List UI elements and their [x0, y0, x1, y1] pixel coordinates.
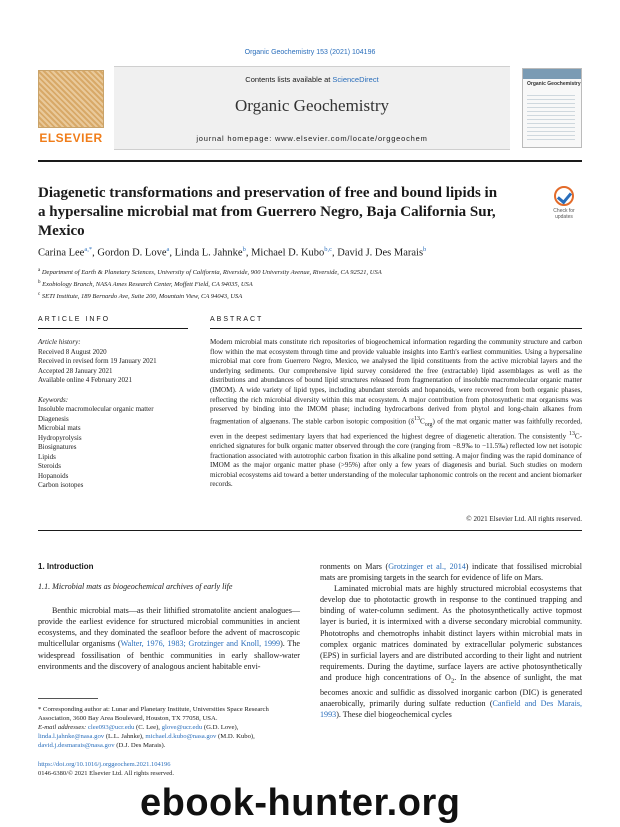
- elsevier-wordmark: ELSEVIER: [39, 131, 103, 145]
- doi-block: [38, 760, 300, 778]
- article-info-rule: [38, 328, 188, 329]
- author-name[interactable]: Gordon D. Love: [97, 247, 167, 259]
- keyword: Diagenesis: [38, 414, 69, 423]
- email-link[interactable]: michael.d.kubo@nasa.gov: [145, 733, 217, 740]
- abstract-bottom-rule: [38, 530, 582, 531]
- email-addresses: E-mail addresses: clee093@ucr.edu (C. Lee), glove@ucr.edu (G.D. Love), linda.l.jahnke@nasa.gov (L.L. Jahnke), michael.d.kubo@nasa.gov (M.D. Kubo), david.j.desmarais@nasa.gov (D.J. Des Marais).: [38, 724, 255, 749]
- check-updates-icon: [554, 186, 574, 206]
- abstract-heading: ABSTRACT: [210, 316, 264, 323]
- author-list: Carina Lee$^{a,*}$, Gordon D. Love$^a$, Linda L. Jahnke$^b$, Michael D. Kubo$^{b,c}$, David J. Des Marais$^b$: [38, 246, 427, 259]
- keyword: Lipids: [38, 452, 56, 461]
- watermark: ebook-hunter.org: [140, 782, 461, 824]
- history-item: Available online 4 February 2021: [38, 376, 132, 384]
- email-link[interactable]: linda.l.jahnke@nasa.gov: [38, 733, 105, 740]
- masthead-divider: [38, 160, 582, 162]
- affiliation: $^b$ Exobiology Branch, NASA Ames Research Center, Moffett Field, CA 94035, USA: [38, 280, 253, 289]
- section-heading: 1. Introduction: [38, 562, 94, 571]
- affiliation: $^a$ Department of Earth & Planetary Sciences, University of California, Riverside, 900 University Avenue, Riverside, CA 92521, USA: [38, 268, 382, 277]
- contents-available-line: Contents lists available at ScienceDirect: [245, 75, 379, 84]
- author-name[interactable]: Linda L. Jahnke: [174, 247, 243, 259]
- email-link[interactable]: glove@ucr.edu: [161, 724, 203, 731]
- affiliations: [38, 266, 582, 302]
- doi-link[interactable]: https://doi.org/10.1016/j.orggeochem.2021.104196: [38, 761, 171, 768]
- keywords-label: Keywords:: [38, 395, 69, 404]
- email-link[interactable]: david.j.desmarais@nasa.gov: [38, 742, 115, 749]
- elsevier-tree-icon: [38, 70, 104, 128]
- journal-header-box: [114, 66, 510, 150]
- history-item: Accepted 28 January 2021: [38, 366, 113, 375]
- issn-line: 0146-6380/© 2021 Elsevier Ltd. All rights reserved.: [38, 770, 174, 777]
- journal-homepage-line: journal homepage: www.elsevier.com/locate/orggeochem: [196, 134, 428, 143]
- sciencedirect-link[interactable]: ScienceDirect: [332, 75, 379, 84]
- history-item: Received in revised form 19 January 2021: [38, 357, 157, 365]
- journal-cover-thumbnail[interactable]: [522, 68, 582, 148]
- reference-link[interactable]: Canfield and Des Marais, 1993: [320, 698, 582, 719]
- cover-title: Organic Geochemistry: [527, 81, 581, 87]
- keyword: Insoluble macromolecular organic matter: [38, 405, 154, 413]
- footnotes: [38, 698, 300, 750]
- copyright-notice: © 2021 Elsevier Ltd. All rights reserved.: [466, 515, 582, 523]
- body-column-right: [320, 561, 582, 720]
- author-name[interactable]: David J. Des Marais: [337, 247, 424, 259]
- journal-homepage-url[interactable]: www.elsevier.com/locate/orggeochem: [274, 134, 428, 143]
- author-name[interactable]: Carina Lee: [38, 247, 85, 259]
- body-paragraph: ronments on Mars (Grotzinger et al., 2014) indicate that fossilised microbial mats are promising targets in the search for evidence of life on Mars.: [320, 562, 583, 583]
- journal-masthead: [38, 66, 582, 150]
- email-link[interactable]: clee093@ucr.edu: [87, 724, 135, 731]
- keyword: Carbon isotopes: [38, 481, 84, 489]
- check-updates-label: Check for updates: [553, 208, 575, 220]
- keyword: Hydropyrolysis: [38, 433, 82, 442]
- abstract-text: Modern microbial mats constitute rich repositories of biogeochemical information regarding the community structure and carbon flow within the mat ecosystem through time and provide valuable insights into Earth's earliest communities. Using a hypersaline microbial mat core from Guerrero Negro, Mexico, we analysed the lipid constituents from the active microbial layers and the underlying sediments. Our comprehensive lipid survey considered the free (extractable) lipid assemblages as well as the distributions and abundances of bound lipid structures released from fragmentation of insoluble macromolecular organic matter (IMOM). A wide variety of lipid types, including abundant steroids and hopanoids, were recovered from both organic phases, reflecting the rich microbial diversity within this mat ecosystem. A major contribution from photosynthetic mat organisms was preserved by binding into the IMOM phase; including hydrocarbons derived from phytol and long-chain alkanes from fragmentation of algaenans. The stable carbon isotopic composition $(\delta^{13}C_{org})$ of the mat organic matter was faithfully recorded, even in the deepest sedimentary layers that had experienced the highest degree of diagenetic alteration. The consistently $^{13}$C-enriched signatures for bulk organic matter observed through the core (ranging from −8.9‰ to −11.5‰) reflected low net isotopic fractionation associated with autotrophic carbon fixation in this alkaline pond setting. A major finding was the rapid dominance of IMOM as the major organic matter phase (>95%) after only a few years of diagenesis and burial. Such studies on modern microbial ecosystems aid toward a better understanding of the molecular taphonomic controls on the recent and ancient biomarker records.: [210, 338, 582, 489]
- subsection-heading: 1.1. Microbial mats as biogeochemical archives of early life: [38, 582, 233, 592]
- corresponding-author-note: * Corresponding author at: Lunar and Planetary Institute, Universities Space Research Association, 3600 Bay Area Boulevard, Houston, TX 77058, USA.: [38, 706, 269, 722]
- author-name[interactable]: Michael D. Kubo: [251, 247, 325, 259]
- affiliation: $^c$ SETI Institute, 189 Bernardo Ave, Suite 200, Mountain View, CA 94043, USA: [38, 292, 243, 301]
- history-label: Article history:: [38, 338, 81, 346]
- reference-link[interactable]: Grotzinger et al., 2014: [388, 562, 466, 571]
- elsevier-logo: [38, 70, 104, 146]
- journal-name: Organic Geochemistry: [234, 96, 390, 115]
- check-for-updates-badge[interactable]: [548, 186, 580, 226]
- article-title: Diagenetic transformations and preservation of free and bound lipids in a hypersaline microbial mat from Guerrero Negro, Baja California Sur, Mexico: [38, 185, 498, 239]
- article-info: [38, 338, 188, 491]
- body-paragraph: Benthic microbial mats—as their lithified stromatolite ancient analogues—provide the earliest evidence for structured microbial communities in ancient ecosystems, and they dominated the seafloor before the advent of macroscopic multicellular organisms (Walter, 1976, 1983; Grotzinger and Knoll, 1999). The widespread fossilisation of benthic communities in early shallow-water environments and the discovery of analogous ancient habitable envi-: [38, 606, 300, 671]
- body-paragraph: Laminated microbial mats are highly structured microbial ecosystems that develop due to phototactic growth in response to the continued trapping and binding of water-column sediment. As the photosynthetically active topmost layer is buried, it is intermixed with a diverse secondary microbial community. Phototrophs and chemotrophs inhabit distinct layers within microbial mats in complex organic matrices dominated by extracellular polymeric substances (EPS) in surficial layers and are distributed according to their light and nutrient requirements. During the daytime, surface layers are active photosynthetically and produce high concentrations of $O_2$. In the absence of sunlight, the mat becomes anoxic and sulfidic as dissolved inorganic carbon (DIC) is generated anaerobically, primarily during sulfate reduction (Canfield and Des Marais, 1993). These diel biogeochemical cycles: [320, 584, 582, 719]
- keyword: Microbial mats: [38, 424, 81, 432]
- keyword: Biosignatures: [38, 443, 77, 451]
- body-column-left: [38, 561, 300, 672]
- keyword: Steroids: [38, 462, 61, 470]
- keyword: Hopanoids: [38, 471, 69, 480]
- journal-citation[interactable]: Organic Geochemistry 153 (2021) 104196: [244, 49, 376, 56]
- reference-link[interactable]: Walter, 1976, 1983; Grotzinger and Knoll, 1999: [120, 639, 281, 649]
- history-item: Received 8 August 2020: [38, 347, 107, 356]
- article-info-heading: ARTICLE INFO: [38, 316, 111, 323]
- abstract-rule: [210, 328, 582, 329]
